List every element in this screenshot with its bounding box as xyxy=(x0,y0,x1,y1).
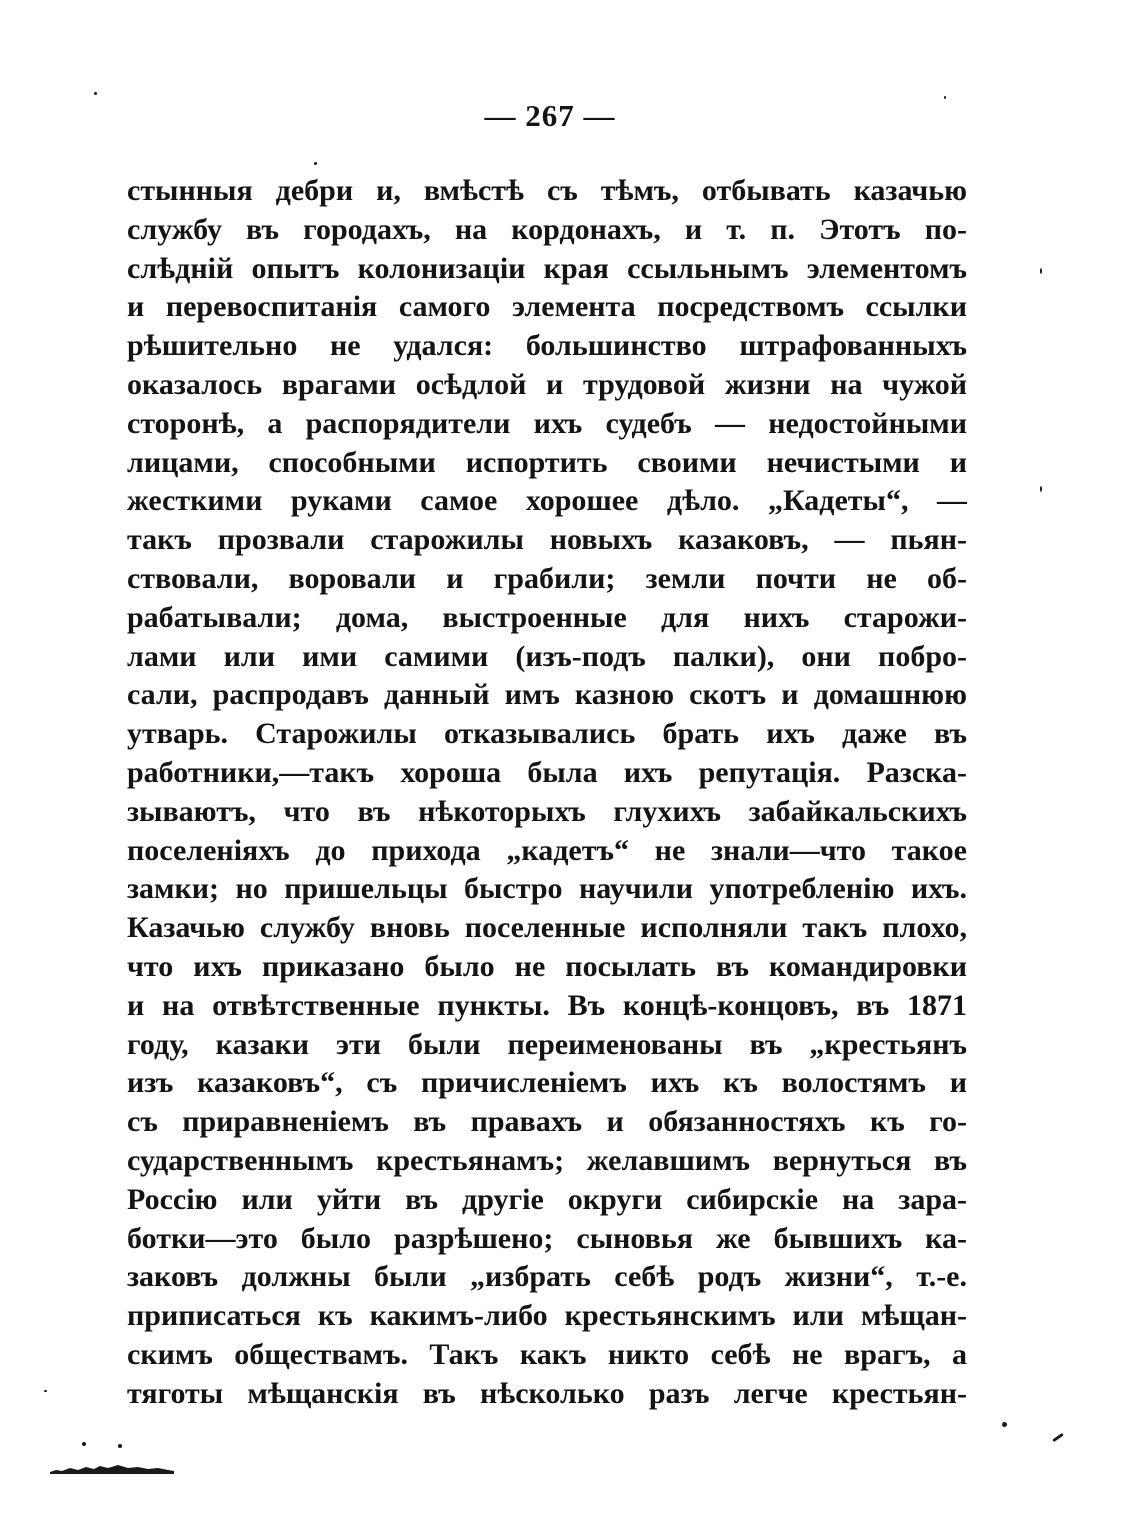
scan-speck xyxy=(118,1444,122,1448)
text-line: ствовали, воровали и грабили; земли почти не об- xyxy=(127,561,967,595)
text-line: съ приравненiемъ въ правахъ и обязанностяхъ къ го- xyxy=(127,1105,967,1139)
text-line: лами или ими самими (изъ-подъ палки), они побро- xyxy=(127,639,967,673)
text-line: изъ казаковъ“, съ причисленiемъ ихъ къ волостямъ и xyxy=(127,1066,967,1100)
text-line: поселенiяхъ до прихода „кадетъ“ не знали—что такое xyxy=(127,833,967,867)
text-line: тяготы мѣщанскiя въ нѣсколько разъ легче крестьян- xyxy=(127,1376,967,1410)
text-line: году, казаки эти были переименованы въ „крестьянъ xyxy=(127,1027,967,1061)
scan-speck xyxy=(1040,486,1042,492)
text-line: что ихъ приказано было не посылать въ командировки xyxy=(127,949,967,983)
text-line: лицами, способными испортить своими нечистыми и xyxy=(127,445,967,479)
text-line: зываютъ, что въ нѣкоторыхъ глухихъ забайкальскихъ xyxy=(127,794,967,828)
text-line: утварь. Старожилы отказывались брать ихъ даже въ xyxy=(127,717,967,751)
text-line: Казачью службу вновь поселенные исполняли такъ плохо, xyxy=(127,911,967,945)
text-line: и перевоспитанiя самого элемента посредствомъ ссылки xyxy=(127,290,967,324)
body-text xyxy=(127,172,967,1414)
scan-speck xyxy=(94,92,97,95)
scan-speck xyxy=(314,162,317,165)
scan-speck xyxy=(944,96,946,99)
scan-speck xyxy=(82,1442,86,1446)
text-line: сударственнымъ крестьянамъ; желавшимъ вернуться въ xyxy=(127,1143,967,1177)
text-line: службу въ городахъ, на кордонахъ, и т. п. Этотъ по- xyxy=(127,212,967,246)
text-line: стынныя дебри и, вмѣстѣ съ тѣмъ, отбывать казачью xyxy=(127,174,967,207)
scan-speck xyxy=(1040,268,1042,274)
text-line: работники,—такъ хороша была ихъ репутацiя. Разска- xyxy=(127,755,967,789)
text-line: ботки—это было разрѣшено; сыновья же бывшихъ ка- xyxy=(127,1221,967,1255)
text-line: сторонѣ, а распорядители ихъ судебъ — недостойными xyxy=(127,406,967,440)
text-line: и на отвѣтственные пункты. Въ концѣ-концовъ, въ 1871 xyxy=(127,988,967,1022)
text-line: рабатывали; дома, выстроенные для нихъ старожи- xyxy=(127,600,967,634)
page-number: — 267 — xyxy=(484,98,616,133)
text-line: жесткими руками самое хорошее дѣло. „Кадеты“, — xyxy=(127,484,967,518)
text-line: оказалось врагами осѣдлой и трудовой жизни на чужой xyxy=(127,367,967,401)
text-line: Россiю или уйти въ другiе округи сибирскiе на зара- xyxy=(127,1182,967,1216)
ink-smudge-icon xyxy=(48,1462,176,1474)
text-line: приписаться къ какимъ-либо крестьянскимъ или мѣщан- xyxy=(127,1299,967,1333)
text-line: такъ прозвали старожилы новыхъ казаковъ, — пьян- xyxy=(127,523,967,557)
text-line: заковъ должны были „избрать себѣ родъ жизни“, т.-е. xyxy=(127,1260,967,1294)
scan-speck xyxy=(44,1390,47,1392)
scan-speck xyxy=(1002,1422,1007,1427)
text-line: скимъ обществамъ. Такъ какъ никто себѣ не врагъ, а xyxy=(127,1337,967,1371)
scan-speck xyxy=(1052,1433,1064,1442)
text-line: сали, распродавъ данный имъ казною скотъ и домашнюю xyxy=(127,678,967,712)
text-line: рѣшительно не удался: большинство штрафованныхъ xyxy=(127,329,967,363)
text-line: слѣднiй опытъ колонизацiи края ссыльнымъ элементомъ xyxy=(127,251,967,285)
text-line: замки; но пришельцы быстро научили употребленiю ихъ. xyxy=(127,872,967,906)
